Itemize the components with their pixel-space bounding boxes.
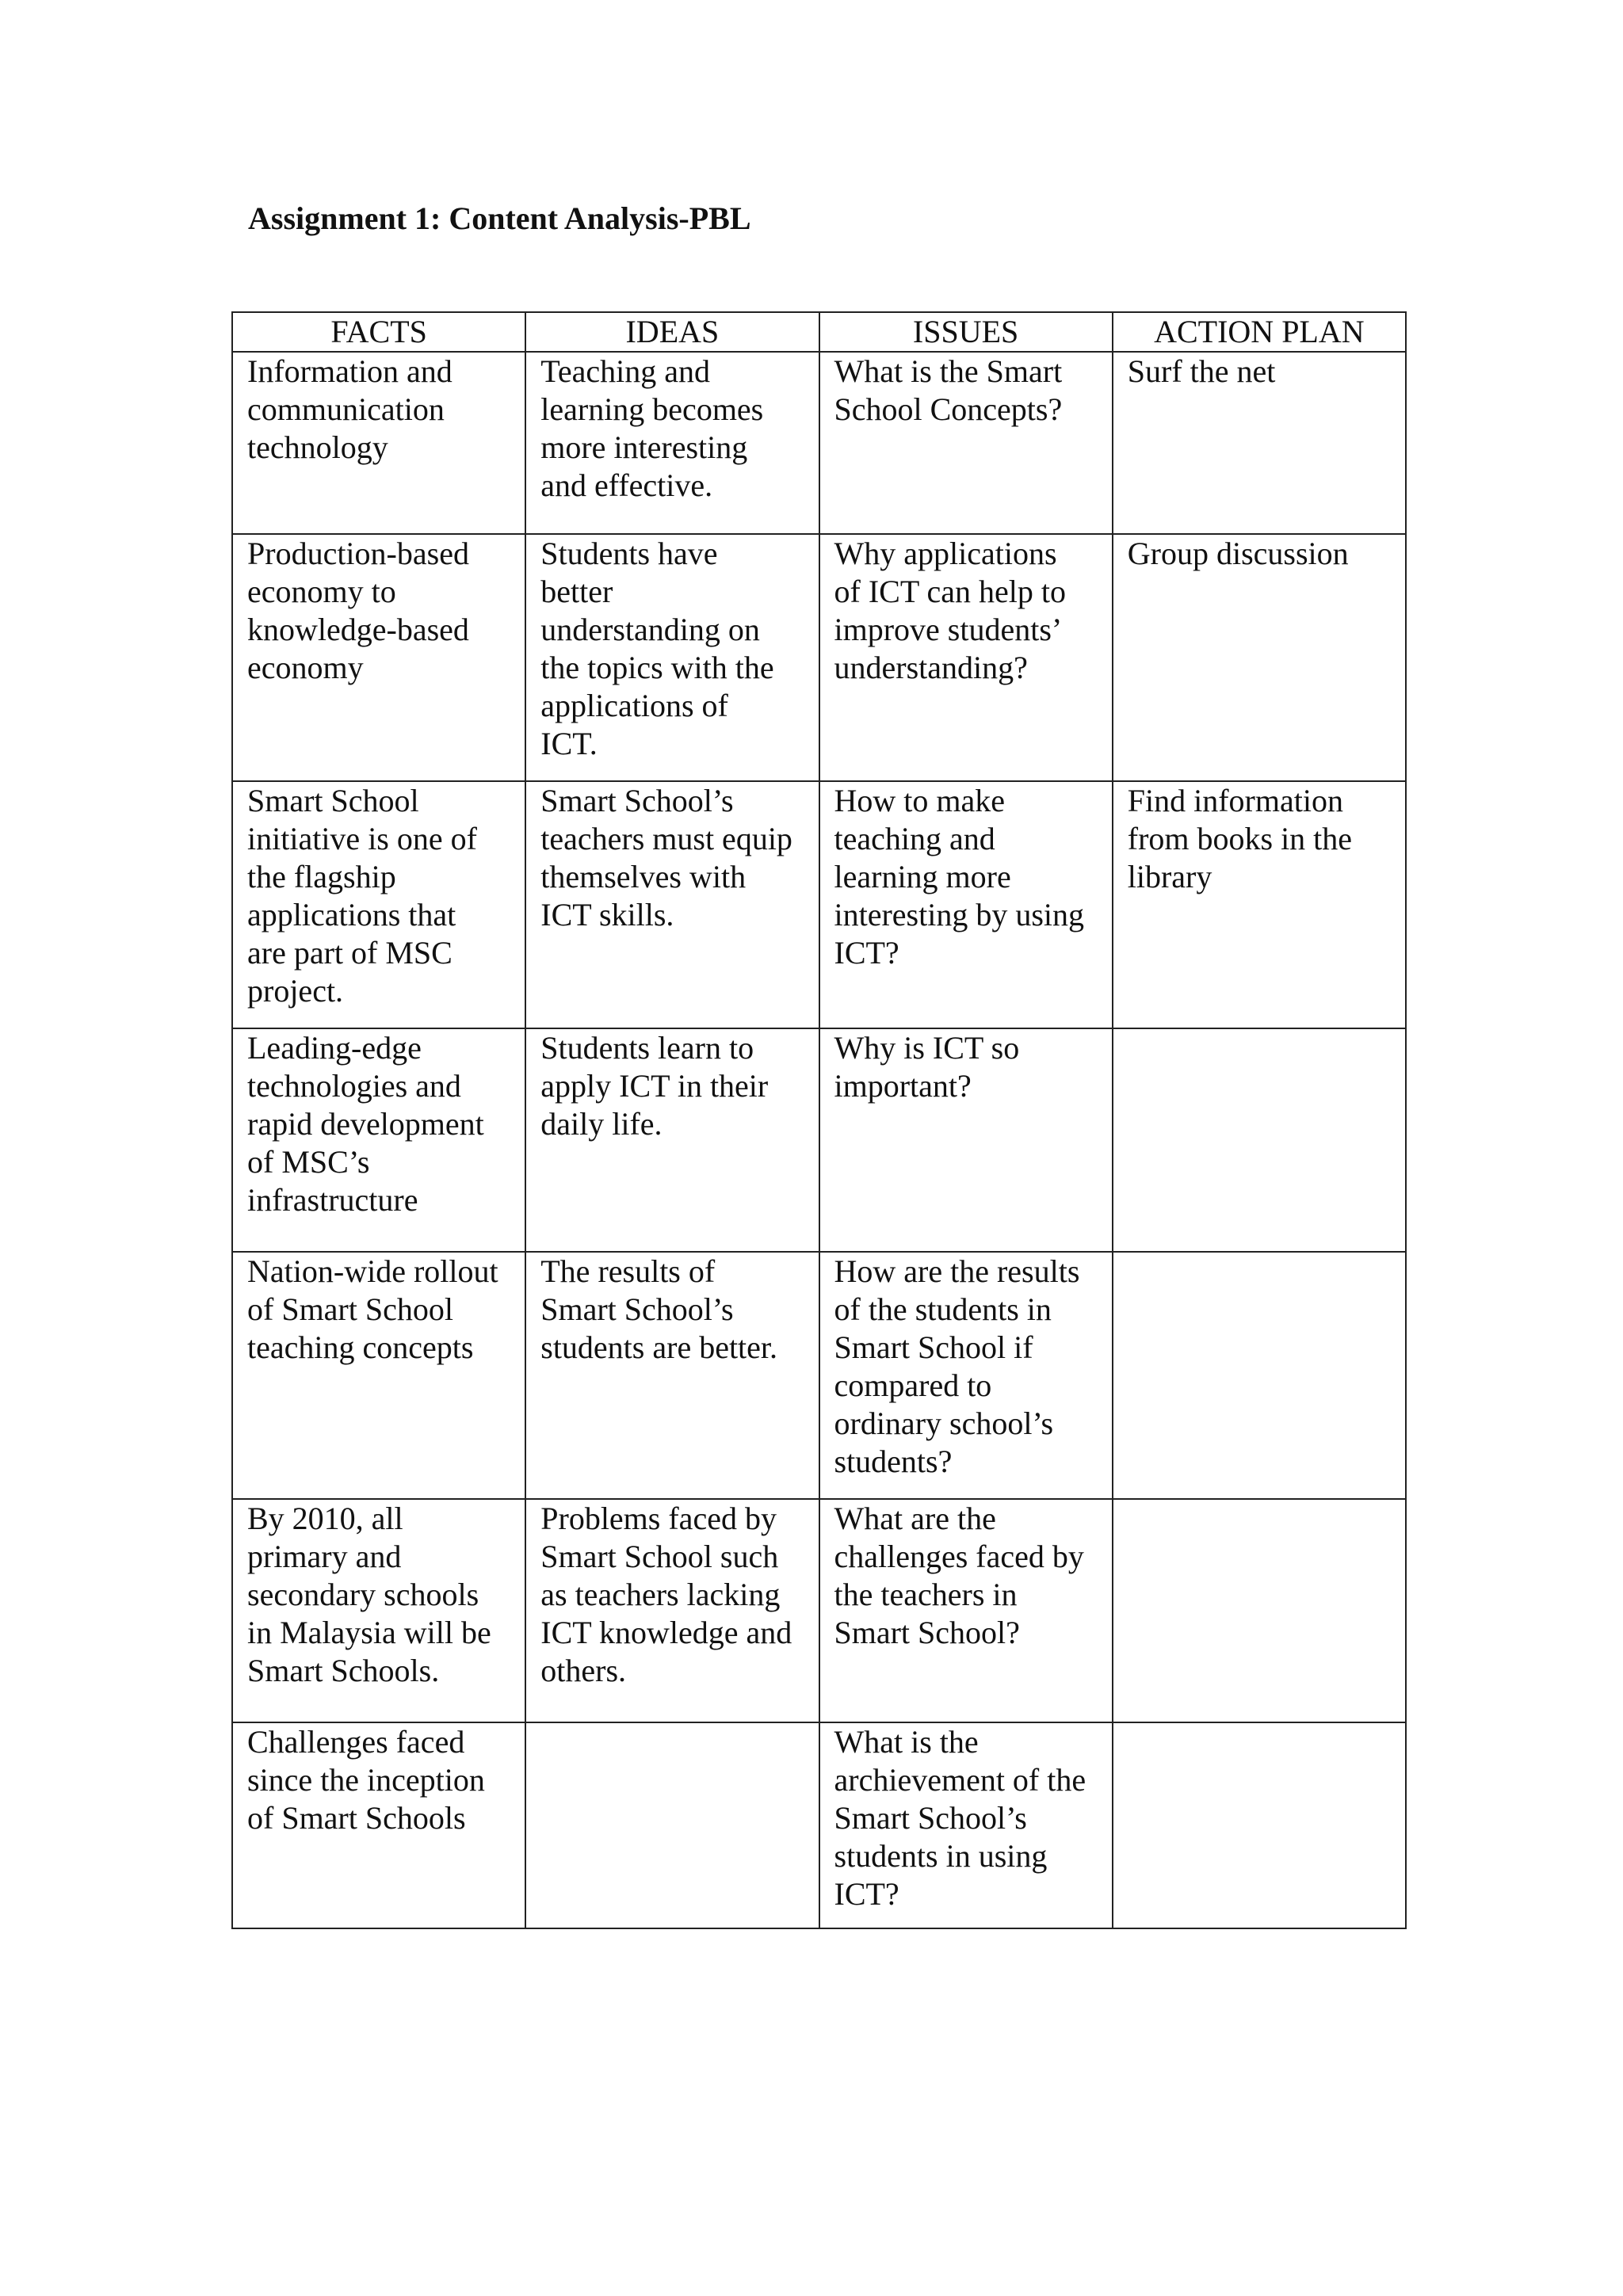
cell-facts: Challenges faced since the inception of Smart Schools: [232, 1722, 525, 1928]
cell-issues: What are the challenges faced by the teachers in Smart School?: [819, 1499, 1113, 1722]
cell-action-plan: Group discussion: [1113, 534, 1406, 781]
table-row: [232, 1252, 1406, 1499]
table-row: [232, 1722, 1406, 1928]
cell-facts: Information and communication technology: [232, 352, 525, 534]
cell-action-plan: Find information from books in the library: [1113, 781, 1406, 1028]
cell-issues: Why is ICT so important?: [819, 1028, 1113, 1252]
table-row: [232, 534, 1406, 781]
table-row: [232, 352, 1406, 534]
cell-ideas: [525, 1722, 819, 1928]
header-action-plan: ACTION PLAN: [1113, 312, 1406, 352]
cell-ideas: Students have better understanding on the topics with the applications of ICT.: [525, 534, 819, 781]
cell-ideas: Smart School’s teachers must equip themselves with ICT skills.: [525, 781, 819, 1028]
table-row: [232, 781, 1406, 1028]
table-header-row: [232, 312, 1406, 352]
cell-issues: What is the archievement of the Smart School’s students in using ICT?: [819, 1722, 1113, 1928]
header-ideas: IDEAS: [525, 312, 819, 352]
cell-ideas: Students learn to apply ICT in their daily life.: [525, 1028, 819, 1252]
table-row: [232, 1499, 1406, 1722]
header-facts: FACTS: [232, 312, 525, 352]
cell-issues: How to make teaching and learning more interesting by using ICT?: [819, 781, 1113, 1028]
cell-ideas: Teaching and learning becomes more interesting and effective.: [525, 352, 819, 534]
cell-action-plan: [1113, 1252, 1406, 1499]
table-row: [232, 1028, 1406, 1252]
cell-facts: Smart School initiative is one of the flagship applications that are part of MSC project.: [232, 781, 525, 1028]
cell-issues: What is the Smart School Concepts?: [819, 352, 1113, 534]
cell-facts: Production-based economy to knowledge-based economy: [232, 534, 525, 781]
cell-action-plan: Surf the net: [1113, 352, 1406, 534]
cell-action-plan: [1113, 1499, 1406, 1722]
cell-facts: By 2010, all primary and secondary schools in Malaysia will be Smart Schools.: [232, 1499, 525, 1722]
cell-facts: Nation-wide rollout of Smart School teaching concepts: [232, 1252, 525, 1499]
cell-action-plan: [1113, 1028, 1406, 1252]
cell-ideas: The results of Smart School’s students are better.: [525, 1252, 819, 1499]
cell-issues: Why applications of ICT can help to improve students’ understanding?: [819, 534, 1113, 781]
content-analysis-table: [231, 311, 1407, 1929]
cell-action-plan: [1113, 1722, 1406, 1928]
cell-ideas: Problems faced by Smart School such as teachers lacking ICT knowledge and others.: [525, 1499, 819, 1722]
cell-facts: Leading-edge technologies and rapid development of MSC’s infrastructure: [232, 1028, 525, 1252]
page-title: Assignment 1: Content Analysis-PBL: [248, 200, 751, 236]
cell-issues: How are the results of the students in Smart School if compared to ordinary school’s students?: [819, 1252, 1113, 1499]
header-issues: ISSUES: [819, 312, 1113, 352]
